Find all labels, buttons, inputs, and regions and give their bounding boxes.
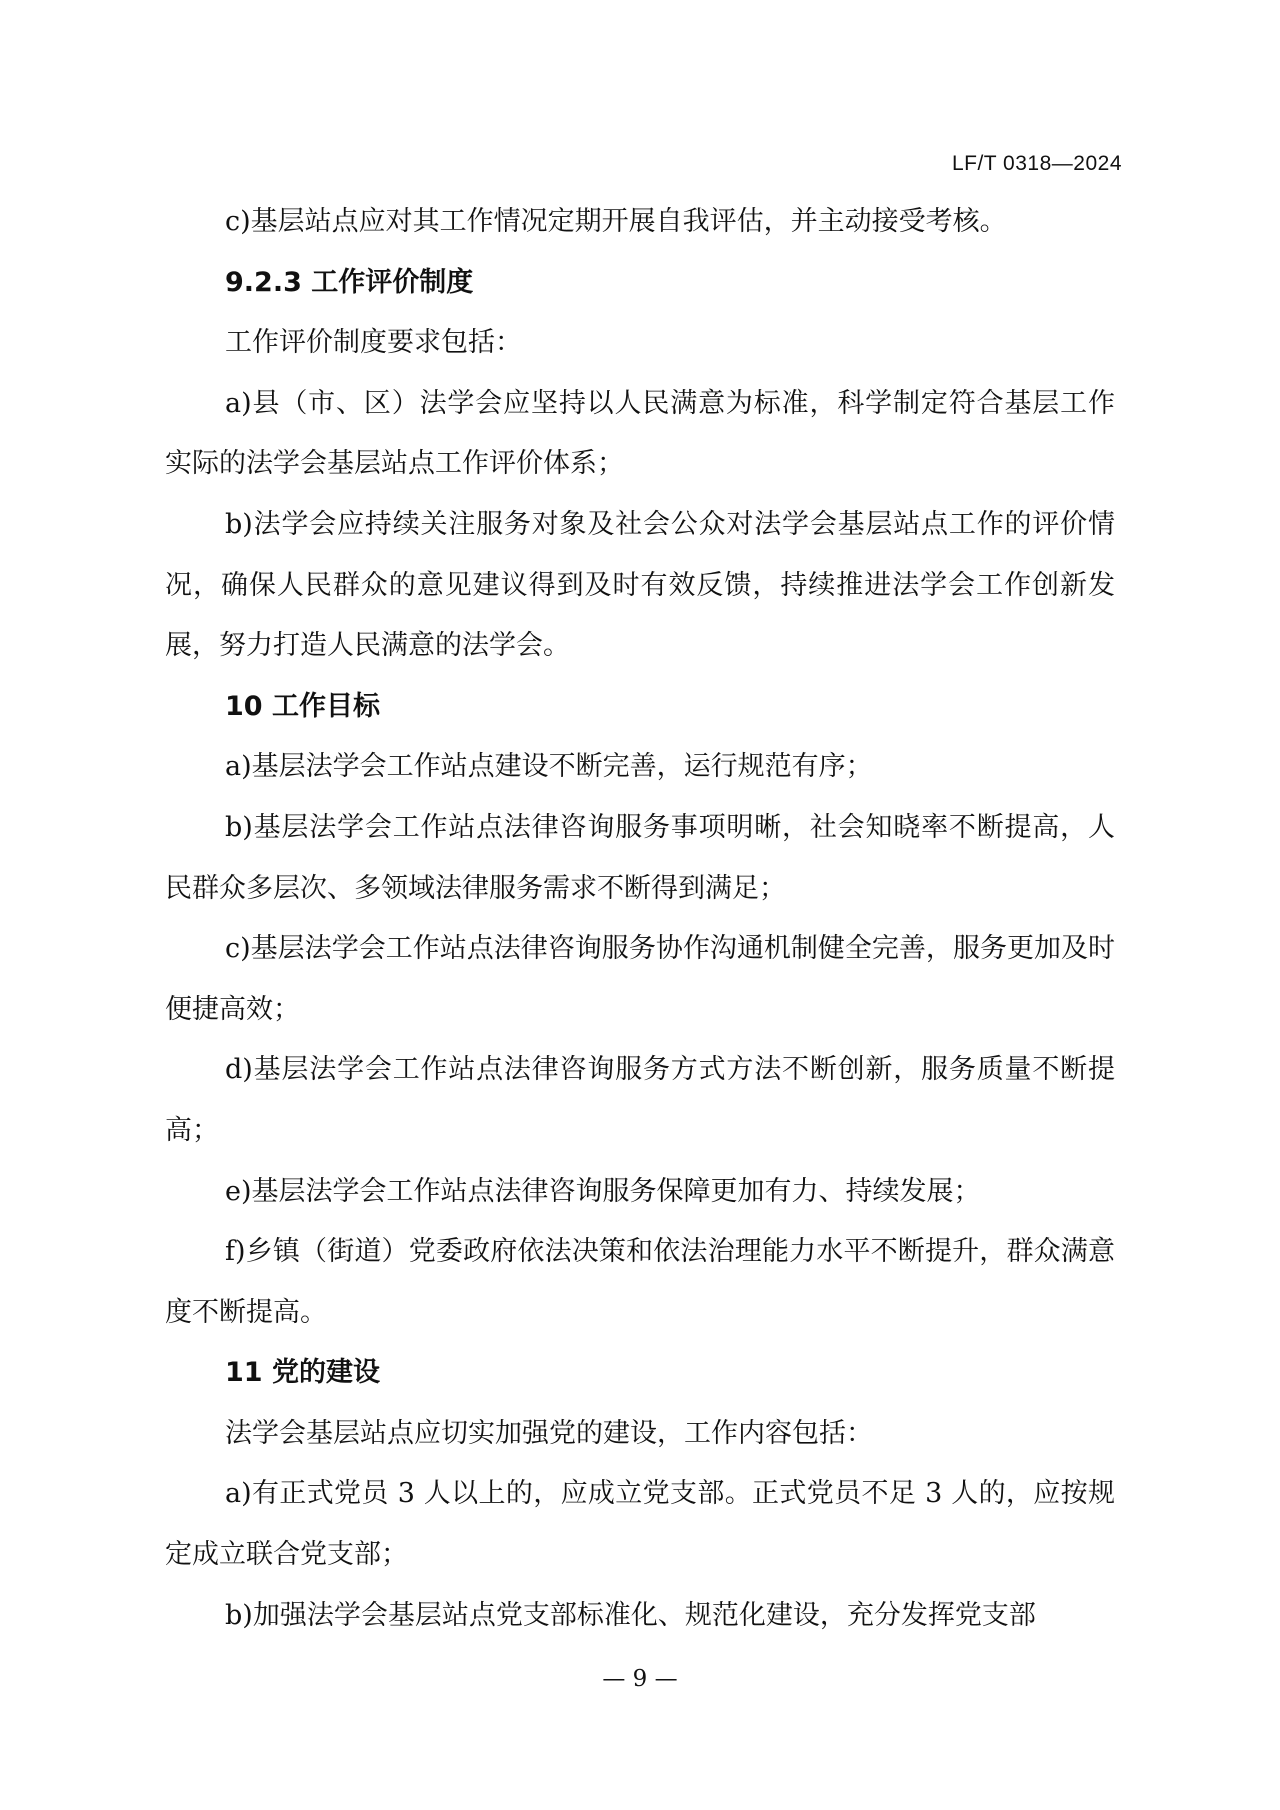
section-heading: 10 工作目标 (225, 690, 380, 722)
list-item: a)县（市、区）法学会应坚持以人民满意为标准，科学制定符合基层工作实际的法学会基层站点工作评价体系； (165, 387, 1115, 480)
list-item: a)有正式党员 3 人以上的，应成立党支部。正式党员不足 3 人的，应按规定成立联合党支部； (165, 1478, 1115, 1571)
list-item: b)法学会应持续关注服务对象及社会公众对法学会基层站点工作的评价情况，确保人民群众的意见建议得到及时有效反馈，持续推进法学会工作创新发展，努力打造人民满意的法学会。 (165, 508, 1115, 662)
list-item: f)乡镇（街道）党委政府依法决策和依法治理能力水平不断提升，群众满意度不断提高。 (165, 1236, 1115, 1328)
list-item: d)基层法学会工作站点法律咨询服务方式方法不断创新，服务质量不断提高； (165, 1054, 1115, 1146)
paragraph: 法学会基层站点应切实加强党的建设，工作内容包括： (225, 1417, 873, 1449)
paragraph: 工作评价制度要求包括： (225, 327, 522, 359)
document-body (165, 192, 1115, 1646)
document-code: LF/T 0318—2024 (951, 152, 1122, 175)
section-heading: 9.2.3 工作评价制度 (225, 266, 474, 298)
list-item: b)加强法学会基层站点党支部标准化、规范化建设，充分发挥党支部 (225, 1599, 1036, 1631)
page-number: — 9 — (602, 1666, 678, 1692)
list-item: a)基层法学会工作站点建设不断完善，运行规范有序； (225, 751, 873, 783)
list-item: e)基层法学会工作站点法律咨询服务保障更加有力、持续发展； (225, 1175, 981, 1207)
section-heading: 11 党的建设 (225, 1357, 380, 1389)
list-item: b)基层法学会工作站点法律咨询服务事项明晰，社会知晓率不断提高，人民群众多层次、多领域法律服务需求不断得到满足； (165, 811, 1115, 904)
paragraph: c)基层站点应对其工作情况定期开展自我评估，并主动接受考核。 (225, 206, 1007, 237)
list-item: c)基层法学会工作站点法律咨询服务协作沟通机制健全完善，服务更加及时便捷高效； (165, 933, 1115, 1025)
